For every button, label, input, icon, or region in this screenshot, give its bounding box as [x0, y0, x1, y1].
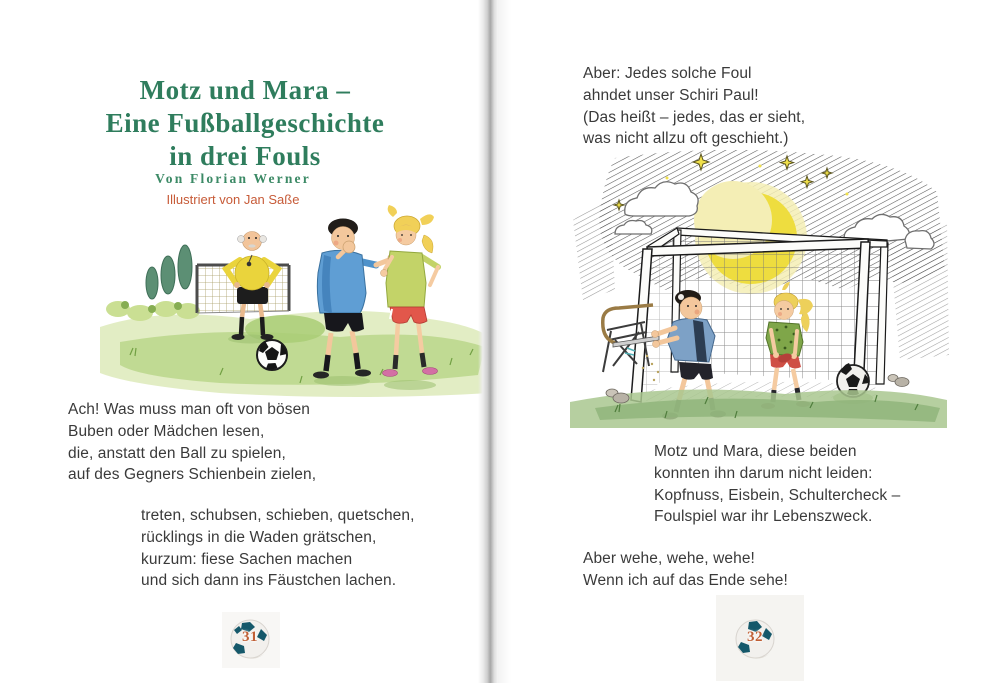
- page-title: [0, 74, 490, 173]
- poem-line: Motz und Mara, diese beiden: [654, 443, 857, 460]
- poem-line: was nicht allzu oft geschieht.): [583, 130, 789, 148]
- author-byline: Von Florian Werner: [155, 171, 311, 186]
- poem-line: und sich dann ins Fäustchen lachen.: [141, 572, 397, 590]
- page-number-badge: [733, 617, 777, 661]
- poem-line: rücklings in die Waden grätschen,: [141, 528, 377, 546]
- poem-line: Aber: Jedes solche Foul: [583, 65, 752, 82]
- illustrator-byline: Illustriert von Jan Saße: [166, 192, 300, 207]
- poem-line: Ach! Was muss man oft von bösen: [68, 401, 311, 418]
- title-line-3: in drei Fouls: [169, 141, 321, 172]
- poem-line: Foulspiel war ihr Lebenszweck.: [654, 508, 873, 526]
- poem-line: (Das heißt – jedes, das er sieht,: [583, 108, 806, 126]
- grass: [100, 311, 490, 397]
- poem-line: ahndet unser Schiri Paul!: [583, 86, 759, 104]
- poem-stanza-1: [68, 399, 316, 486]
- poem-line: die, anstatt den Ball zu spielen,: [68, 444, 286, 462]
- poem-line: konnten ihn darum nicht leiden:: [654, 464, 873, 482]
- poem-line: kurzum: fiese Sachen machen: [141, 550, 353, 568]
- poem-stanza-3: [583, 63, 805, 150]
- page-number: 31: [242, 629, 258, 645]
- right-page: [497, 0, 983, 683]
- page-number: 32: [747, 629, 763, 645]
- soccer-ball: [257, 340, 287, 370]
- poem-line: auf des Gegners Schienbein zielen,: [68, 466, 317, 484]
- left-illustration: [100, 205, 490, 400]
- poem-line: Aber wehe, wehe, wehe!: [583, 550, 755, 567]
- poem-line: Buben oder Mädchen lesen,: [68, 422, 265, 440]
- right-illustration: [555, 150, 955, 430]
- poem-line: Kopfnuss, Eisbein, Schultercheck –: [654, 486, 901, 504]
- poem-line: treten, schubsen, schieben, quetschen,: [141, 507, 415, 524]
- poem-stanza-2: [141, 505, 415, 592]
- poem-stanza-4: [654, 441, 900, 528]
- left-page: [0, 0, 490, 683]
- page-number-badge: [228, 617, 272, 661]
- title-line-1: Motz und Mara –: [139, 75, 351, 106]
- poem-line: Wenn ich auf das Ende sehe!: [583, 571, 788, 589]
- poem-stanza-5: [583, 548, 788, 592]
- title-line-2: Eine Fußballgeschichte: [105, 108, 385, 139]
